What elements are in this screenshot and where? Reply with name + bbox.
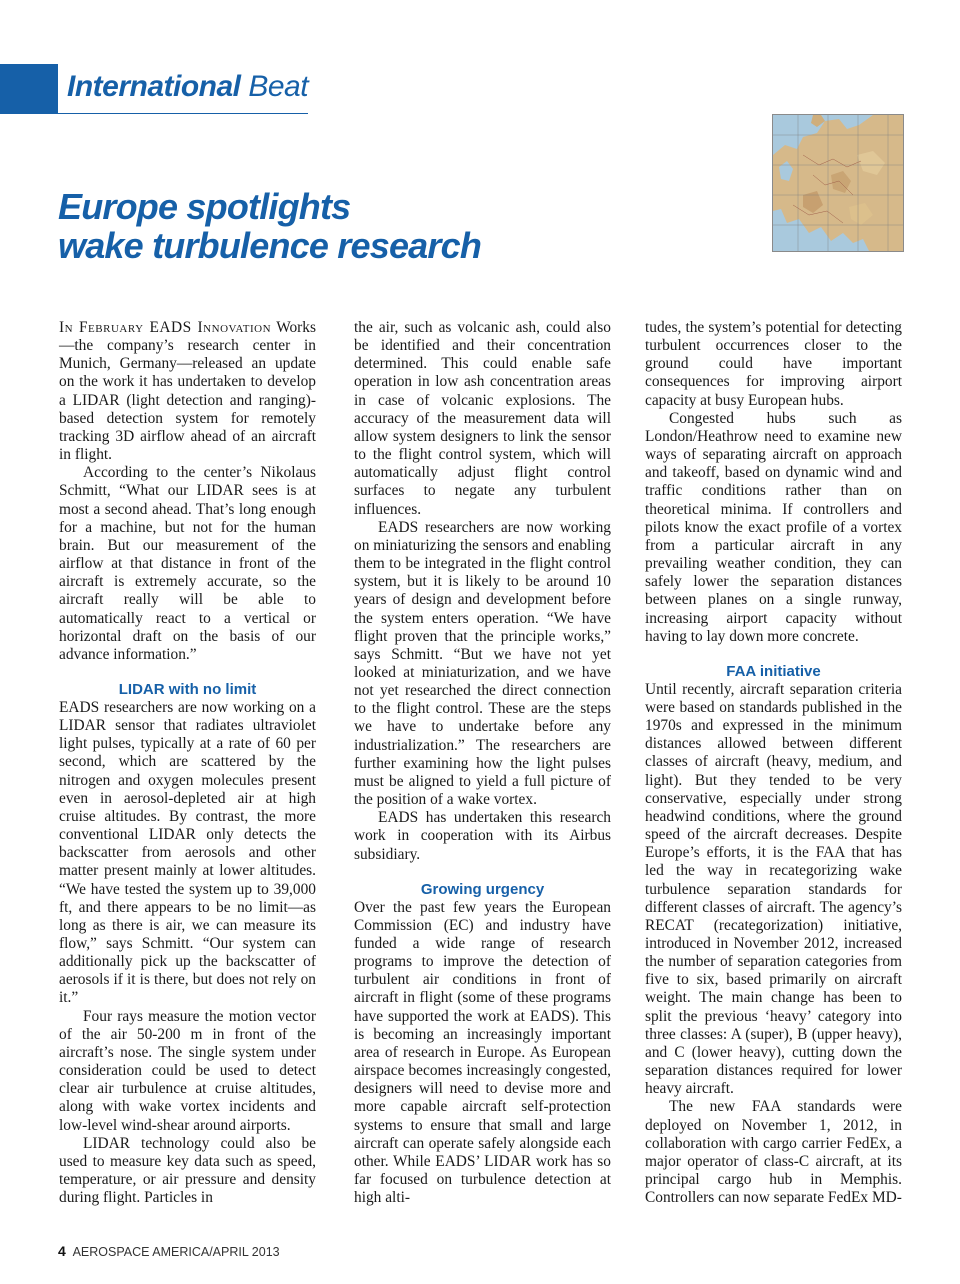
headline-line-1: Europe spotlights xyxy=(58,186,351,227)
section-label-light: Beat xyxy=(248,70,309,103)
paragraph xyxy=(59,319,316,464)
article-headline xyxy=(58,187,578,265)
paragraph: EADS researchers are now working on miniaturizing the sensors and enabling them to be integrated in the flight control system, but it is likely to be around 10 years of design and development before the system enters operation. “We have flight proven that the principle works,” says Schmitt. “But we have not yet looked at miniaturization, and we have not yet researched the direct connection to the flight control. These are the steps we have to undertake before any industrialization.” The researchers are further examining how the light pulses must be aligned to yield a full picture of the position of a wake vortex. xyxy=(354,518,611,809)
paragraph: According to the center’s Nikolaus Schmitt, “What our LIDAR sees is at most a second ahead. That’s long enough for a machine, but not for the human brain. But our measurement of the airflow at that distance in front of the aircraft is extremely accurate, so the aircraft really will be able to automatically react to a vertical or horizontal draft on the basis of our advance information.” xyxy=(59,464,316,663)
section-label xyxy=(67,70,308,104)
paragraph: the air, such as volcanic ash, could also be identified and their concentration determined. This could enable safe operation in low ash concentration areas in case of volcanic explosions. The accuracy of the measurement data will allow system designers to link the sensor to the flight control system, which will automatically adjust flight control surfaces to negate any turbulent influences. xyxy=(354,319,611,518)
headline-line-2: wake turbulence research xyxy=(58,225,482,266)
paragraph: Over the past few years the European Commission (EC) and industry have funded a wide range of research programs to improve the detection of turbulent air conditions in front of aircraft in flight (some of these programs have supported the work at EADS). This is becoming an increasingly important area of research in Europe. As European airspace becomes increasingly congested, designers will need to devise more and more capable aircraft self-protection systems to ensure that small and large aircraft can operate safely alongside each other. While EADS’ LIDAR work has so far focused on turbulence detection at high alti- xyxy=(354,898,611,1207)
paragraph: Until recently, aircraft separation criteria were based on standards published in the 1970s and expressed in the minimum distances allowed between different classes of aircraft (heavy, medium, and light). But they tended to be very conservative, especially under strong headwind conditions, where the ground speed of the aircraft decreases. Despite Europe’s efforts, it is the FAA that has led the way in recategorizing wake turbulence separation standards for different classes of aircraft. The agency’s RECAT (recategorization) initiative, introduced in November 2012, increased the number of separation categories from five to six, based primarily on aircraft weight. The main change has been to split the previous ‘heavy’ category into three classes: A (super), B (upper heavy), and C (lower heavy), cutting down the separation distances required for lower heavy aircraft. xyxy=(645,680,902,1098)
paragraph: Congested hubs such as London/Heathrow need to examine new ways of separating aircraft on approach and takeoff, based on dynamic wind and traffic conditions rather than on theoretical minima. If controllers and pilots know the exact profile of a vortex from a particular aircraft in any prevailing weather condition, they can safely lower the separation distances between planes on a single runway, increasing airport capacity without having to lay down more concrete. xyxy=(645,409,902,645)
subheading: LIDAR with no limit xyxy=(118,680,257,698)
europe-map-image xyxy=(772,114,904,252)
article-column-2 xyxy=(354,319,611,1207)
lead-in-caps: In February EADS Innovation xyxy=(59,319,272,336)
subheading: Growing urgency xyxy=(420,880,545,898)
section-color-bar xyxy=(0,64,58,114)
page-footer xyxy=(58,1243,280,1259)
paragraph: tudes, the system’s potential for detecting turbulent occurrences closer to the ground could have important consequences for improving airport capacity at busy European hubs. xyxy=(645,319,902,409)
map-icon xyxy=(773,115,903,251)
paragraph: Four rays measure the motion vector of the air 50-200 m in front of the aircraft’s nose. The single system under consideration could be used to detect clear air turbulence at cruise altitudes, along with wake vortex incidents and low-level wind-shear around airports. xyxy=(59,1007,316,1134)
section-label-bold: International xyxy=(67,70,241,103)
paragraph: EADS researchers are now working on a LIDAR sensor that radiates ultraviolet light pulses, typically at a rate of 60 per second, which are scattered by the nitrogen and oxygen molecules present even in aerosol-depleted air at high cruise altitudes. By contrast, the more conventional LIDAR only detects the backscatter from aerosols and other matter present mainly at lower altitudes. “We have tested the system up to 39,000 ft, and there appears to be no limit—as long as there is air, we can measure its flow,” says Schmitt. “Our system can additionally pick up the backscatter of aerosols if it is there, but does not rely on it.” xyxy=(59,698,316,1007)
section-rule xyxy=(58,113,308,114)
paragraph: LIDAR technology could also be used to measure key data such as speed, temperature, or air pressure and density during flight. Particles in xyxy=(59,1134,316,1207)
page-number: 4 xyxy=(58,1243,66,1259)
subheading: FAA initiative xyxy=(726,662,821,680)
article-column-1 xyxy=(59,319,316,1207)
paragraph: The new FAA standards were deployed on November 1, 2012, in collaboration with cargo carrier FedEx, a major operator of class-C aircraft, at its principal cargo hub in Memphis. Controllers can now separate FedEx MD- xyxy=(645,1098,902,1207)
footer-publication: AEROSPACE AMERICA/APRIL 2013 xyxy=(72,1245,280,1259)
paragraph-text: Works—the company’s research center in Munich, Germany—released an update on the work it has undertaken to develop a LIDAR (light detection and ranging)-based detection system for remotely tracking 3D airflow ahead of an aircraft in flight. xyxy=(59,319,316,464)
article-column-3 xyxy=(645,319,902,1207)
paragraph: EADS has undertaken this research work in cooperation with its Airbus subsidiary. xyxy=(354,809,611,863)
